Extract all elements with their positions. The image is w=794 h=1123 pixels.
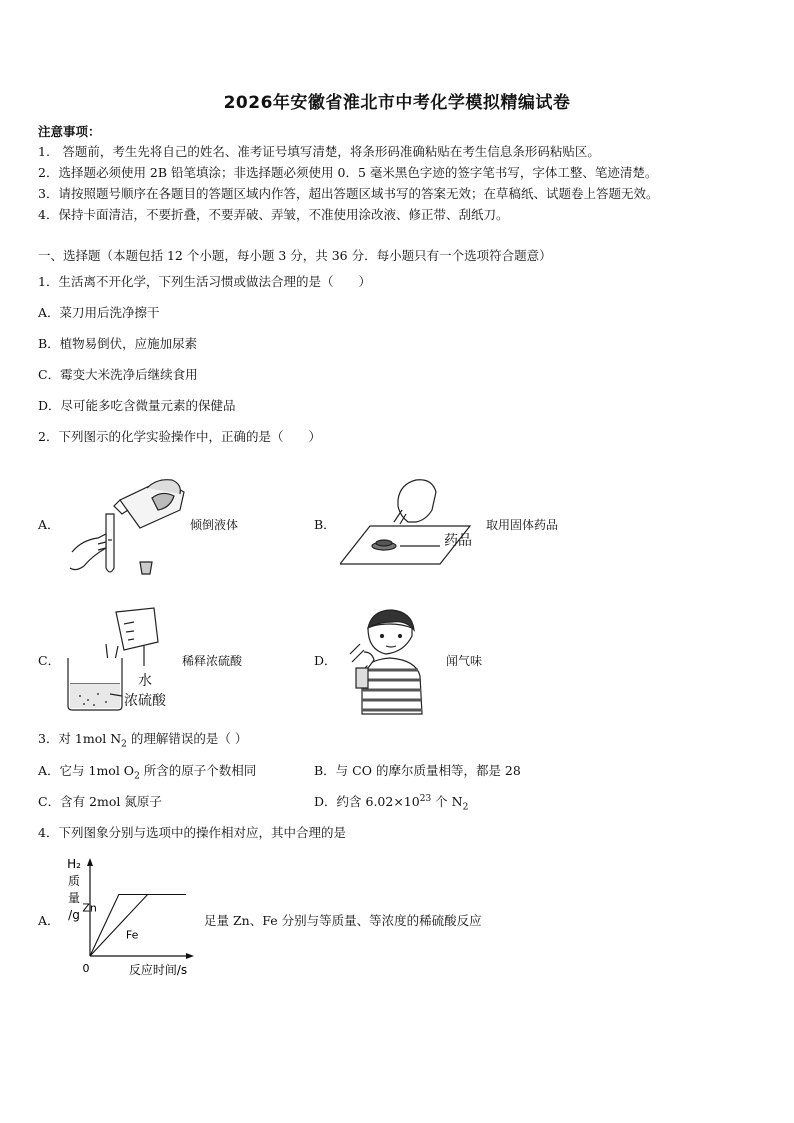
q3-d-mid: 个 N (431, 794, 463, 809)
q2-c-letter: C． (38, 653, 61, 668)
notice-item-3: 3．请按照题号顺序在各题目的答题区域内作答，超出答题区域书写的答案无效；在草稿纸、试题卷上答题无效。 (38, 186, 659, 201)
q1-stem: 1．生活离不开化学，下列生活习惯或做法合理的是（ ） (38, 274, 371, 289)
q3-stem-sub: 2 (121, 739, 127, 750)
chart-series (82, 895, 186, 957)
chart-origin-label: 0 (82, 962, 90, 975)
pour-liquid-illustration (62, 470, 192, 582)
notice-item-1: 1. 答题前，考生先将自己的姓名、准考证号填写清楚，将条形码准确粘贴在考生信息条形码粘贴区。 (38, 144, 600, 159)
q3-option-b: B．与 CO 的摩尔质量相等，都是 28 (314, 763, 521, 778)
q2-stem: 2．下列图示的化学实验操作中，正确的是（ ） (38, 429, 321, 444)
q3-option-a (38, 761, 256, 782)
y-axis-arrow (87, 858, 93, 866)
q3-a-pre: A．它与 1mol O (38, 763, 135, 778)
q4-a-letter: A． (38, 913, 60, 928)
series-line-zn (90, 895, 186, 957)
ylabel-line: 量 (67, 891, 81, 905)
q2-a-caption: 倾倒液体 (190, 518, 239, 532)
q3-d-pre: D．约含 6.02×10 (314, 794, 420, 809)
q4-stem: 4．下列图象分别与选项中的操作相对应，其中合理的是 (38, 825, 346, 840)
q3-option-c: C．含有 2mol 氮原子 (38, 794, 162, 809)
q3-d-sub: 2 (462, 802, 469, 813)
solid-reagent-illustration (340, 470, 490, 570)
q2-c-label-acid: 浓硫酸 (124, 693, 166, 709)
q2-c-label-water: 水 (138, 673, 152, 689)
chart-ylabel (67, 857, 81, 922)
q3-option-d (314, 792, 468, 813)
ylabel-line: 质 (67, 874, 81, 888)
smell-gas-illustration (346, 606, 436, 716)
q3-a-sub: 2 (134, 771, 140, 782)
q3-stem-post: 的理解错误的是（ ） (126, 731, 248, 746)
q2-b-label: 药品 (444, 533, 472, 549)
q3-stem (38, 729, 247, 750)
q2-b-letter: B． (314, 517, 336, 532)
q1-option-c: C．霉变大米洗净后继续食用 (38, 367, 198, 382)
series-label-zn: Zn (82, 901, 97, 915)
q1-option-d: D．尽可能多吃含微量元素的保健品 (38, 398, 236, 413)
q2-a-letter: A． (38, 517, 60, 532)
notice-item-4: 4．保持卡面清洁，不要折叠，不要弄破、弄皱，不准使用涂改液、修正带、刮纸刀。 (38, 207, 509, 222)
q4-a-text: 足量 Zn、Fe 分别与等质量、等浓度的稀硫酸反应 (204, 913, 482, 928)
x-axis-arrow (186, 953, 194, 959)
chart-xlabel: 反应时间/s (128, 963, 188, 977)
section-heading: 一、选择题（本题包括 12 个小题，每小题 3 分，共 36 分．每小题只有一个选项符合题意） (38, 248, 552, 263)
q3-a-post: 所含的原子个数相同 (139, 763, 257, 778)
q2-c-caption: 稀释浓硫酸 (182, 654, 243, 668)
q3-stem-pre: 3．对 1mol N (38, 731, 122, 746)
q2-b-caption: 取用固体药品 (486, 518, 559, 532)
q2-d-letter: D． (314, 653, 337, 668)
chart-axes (87, 858, 194, 959)
notice-heading: 注意事项： (38, 124, 101, 139)
series-label-fe: Fe (125, 928, 139, 942)
q1-option-b: B．植物易倒伏，应施加尿素 (38, 336, 198, 351)
h2-mass-chart (62, 852, 202, 982)
q1-option-a: A．菜刀用后洗净擦干 (38, 305, 160, 320)
exam-title: 2026年安徽省淮北市中考化学模拟精编试卷 (223, 93, 571, 113)
q2-d-caption: 闻气味 (446, 654, 483, 668)
notice-item-2: 2．选择题必须使用 2B 铅笔填涂；非选择题必须使用 0．5 毫米黑色字迹的签字笔书写，字体工整、笔迹清楚。 (38, 165, 658, 180)
ylabel-line: /g (68, 908, 80, 922)
ylabel-line: H₂ (67, 857, 81, 871)
q3-d-sup: 23 (419, 793, 432, 804)
